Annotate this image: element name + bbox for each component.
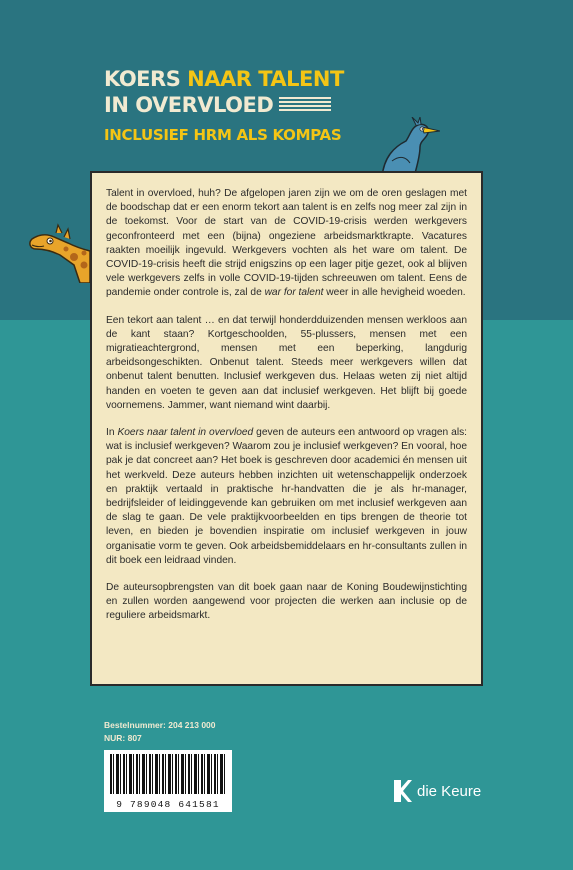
title-word-naar-talent: NAAR TALENT <box>187 67 344 91</box>
publisher-logo <box>392 780 481 802</box>
book-title <box>104 66 344 118</box>
nur-code: NUR: 807 <box>104 733 142 743</box>
die-keure-k-icon <box>392 780 412 802</box>
book-meta <box>104 719 216 745</box>
barcode-digits: 9 789048 641581 <box>116 799 220 810</box>
book-subtitle: INCLUSIEF HRM ALS KOMPAS <box>104 126 342 144</box>
blurb-p1-text-b: weer in alle hevigheid woeden. <box>323 287 466 299</box>
blurb-paragraph-4: De auteursopbrengsten van dit boek gaan naar de Koning Boudewijnstichting en zullen worden aangewend voor projecten die werken aan inclusie op de reguliere arbeidsmarkt. <box>106 582 467 622</box>
barcode-bars <box>110 754 226 794</box>
blurb-p1-emphasis: war for talent <box>264 287 324 299</box>
blurb-paragraph-3 <box>106 426 467 568</box>
blurb-paragraph-2: Een tekort aan talent … en dat terwijl honderdduizenden mensen werkloos aan de kant staan? Kortgeschoolden, 55-plussers, mensen met een migratieachtergrond, mensen met een beperking, langdurig arbeidsongeschikten. Onbenut talent. Steeds meer werkgevers willen dat onbenut talent benutten. Inclusief werkgeven dus. Helaas weten zij niet altijd handen en voeten te geven aan dat inclusief werkgeven. Het blijft bij goede voornemens. Jammer, want niemand wint daarbij. <box>106 314 467 411</box>
blurb-paragraph-1 <box>106 187 467 301</box>
blurb-p3-text-b: geven de auteurs een antwoord op vragen als: wat is inclusief werkgeven? Waarom zou je inclusief werkgeven? En vooral, hoe pak je dat concreet aan? Het boek is geschreven door academici én mensen uit het werkveld. Deze auteurs hebben inzichten uit wetenschappelijk onderzoek en praktijk vertaald in praktische hr-handvatten die je als hr-manager, bedrijfsleider of leidinggevende kan gebruiken om met inclusief werkgeven aan de slag te gaan. De vele praktijkvoorbeelden en tips brengen de theorie tot leven, en bieden je bovendien inspiratie om inclusief werkgeven in jouw organisatie vorm te geven. Ook arbeidsbemiddelaars en hr-consultants zullen in dit boek een leidraad vinden. <box>106 427 468 566</box>
title-word-koers: KOERS <box>104 67 181 91</box>
blurb-p3-emphasis: Koers naar talent in overvloed <box>117 427 254 439</box>
stripes-decoration <box>279 97 331 113</box>
order-number: Bestelnummer: 204 213 000 <box>104 720 216 730</box>
title-line-2: IN OVERVLOED <box>104 93 274 117</box>
blurb-p3-text-a: In <box>106 427 118 439</box>
publisher-name: die Keure <box>417 782 482 800</box>
bird-illustration <box>376 117 440 177</box>
blurb-p1-text-a: Talent in overvloed, huh? De afgelopen jaren zijn we om de oren geslagen met de boodschap dat er een enorm tekort aan talent is en zelfs nog meer zal zijn in de toekomst. Voor de start van de COVID-19-crisis werden werkgevers geconfronteerd met een (bijna) ongeziene arbeidsmarktkrapte. Vacatures raakten moeilijk ingevuld. Werkgevers vochten als het ware om talent. De COVID-19-crisis heeft die strijd enigszins op een lager pitje gezet, ook al blijven vele werkgevers zelfs in volle COVID-19-tijden schreeuwen om talent. Eens de pandemie onder controle is, zal de <box>106 188 467 299</box>
isbn-barcode <box>104 750 232 812</box>
giraffe-illustration <box>24 213 94 283</box>
back-cover-blurb <box>90 171 483 686</box>
